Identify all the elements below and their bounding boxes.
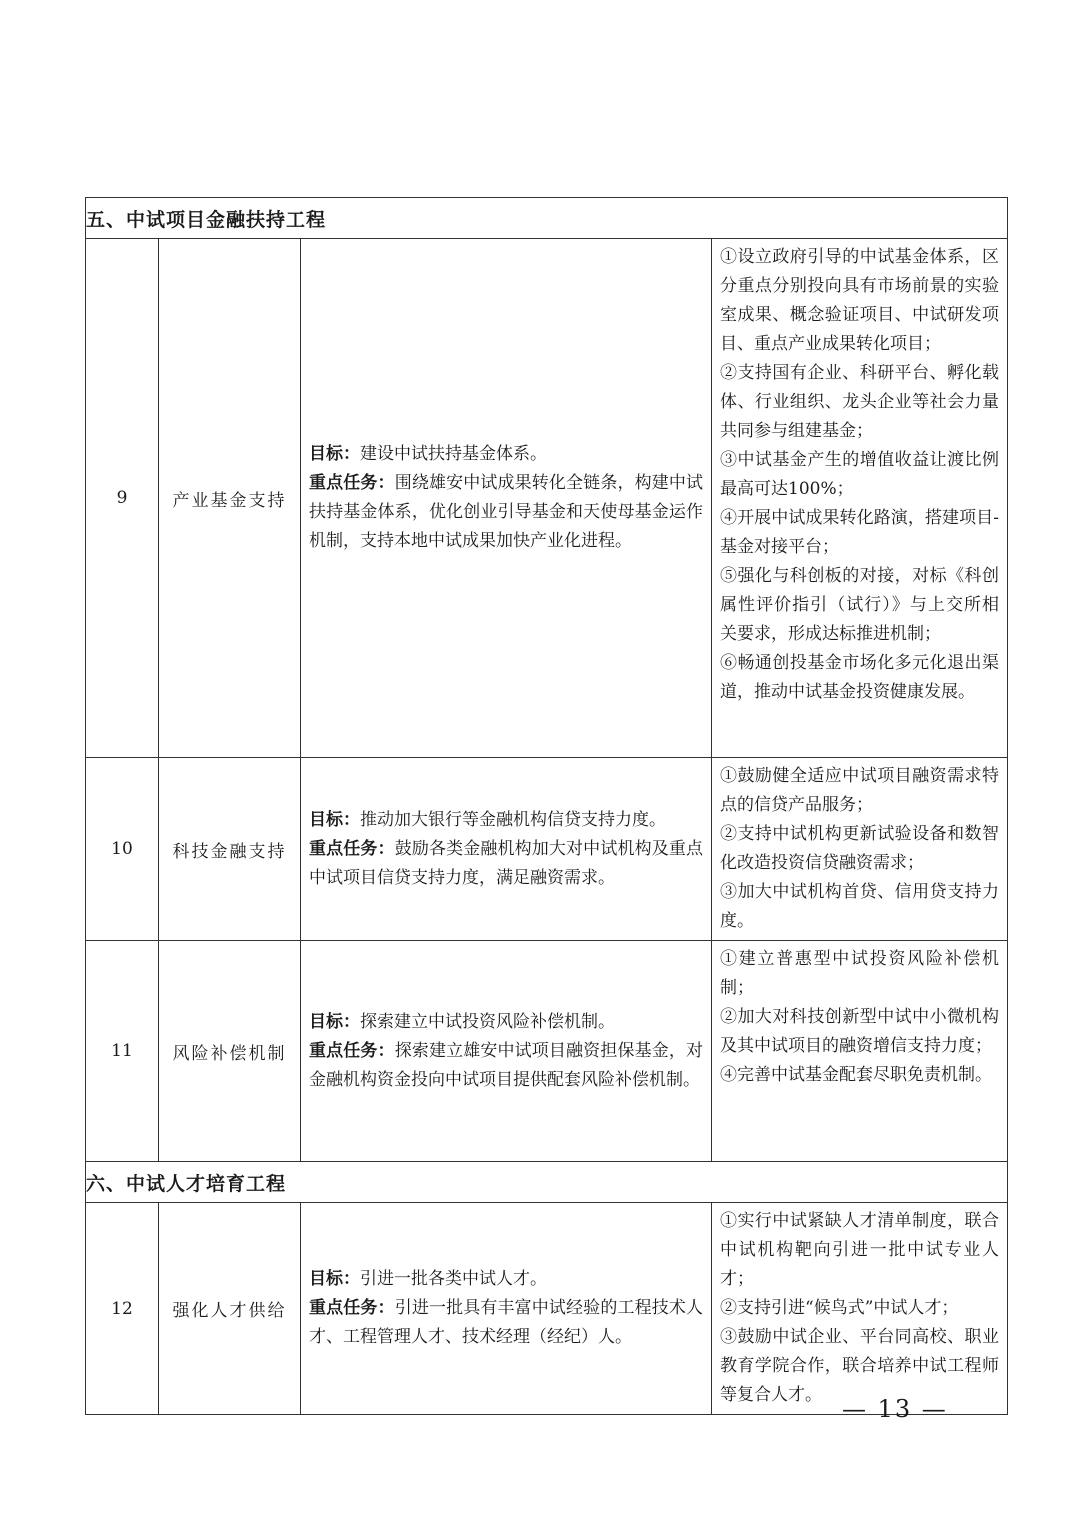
measure-item: ⑤强化与科创板的对接，对标《科创属性评价指引（试行）》与上交所相关要求，形成达标推进机制；: [720, 566, 1000, 644]
row-name: 强化人才供给: [159, 1203, 301, 1415]
measure-item: ②支持引进“候鸟式”中试人才；: [720, 1298, 959, 1318]
row-name: 产业基金支持: [159, 239, 301, 758]
measure-item: ①实行中试紧缺人才清单制度，联合中试机构靶向引进一批中试专业人才；: [720, 1211, 1000, 1289]
goal-cell: [301, 758, 712, 941]
task-label: 重点任务：: [309, 473, 395, 493]
measure-item: ①鼓励健全适应中试项目融资需求特点的信贷产品服务；: [720, 766, 1000, 815]
section-header: [86, 198, 1008, 239]
goal-label: 目标：: [309, 1011, 360, 1032]
task-label: 重点任务：: [309, 1298, 395, 1318]
section-header: [86, 1162, 1008, 1203]
section-title: 五、中试项目金融扶持工程: [86, 198, 1008, 239]
measure-item: ③加大中试机构首贷、信用贷支持力度。: [720, 882, 1000, 931]
task-text: 围绕雄安中试成果转化全链条，构建中试扶持基金体系，优化创业引导基金和天使母基金运作机制，支持本地中试成果加快产业化进程。: [309, 473, 704, 551]
measure-item: ①设立政府引导的中试基金体系，区分重点分别投向具有市场前景的实验室成果、概念验证项目、中试研发项目、重点产业成果转化项目；: [720, 247, 1000, 354]
measure-item: ②支持国有企业、科研平台、孵化载体、行业组织、龙头企业等社会力量共同参与组建基金；: [720, 363, 1000, 441]
table-row: [86, 758, 1008, 941]
goal-label: 目标：: [309, 1269, 360, 1289]
page-number: — 13 —: [842, 1395, 948, 1423]
task-label: 重点任务：: [309, 1040, 395, 1061]
task-text: 鼓励各类金融机构加大对中试机构及重点中试项目信贷支持力度，满足融资需求。: [309, 838, 704, 888]
goal-text: 推动加大银行等金融机构信贷支持力度。: [360, 809, 666, 830]
goal-text: 建设中试扶持基金体系。: [360, 444, 547, 464]
goal-cell: [301, 239, 712, 758]
row-name: 科技金融支持: [159, 758, 301, 941]
measure-item: ④开展中试成果转化路演，搭建项目-基金对接平台；: [720, 508, 1000, 557]
policy-table: [85, 197, 1008, 1415]
table-row: [86, 941, 1008, 1162]
row-number: 10: [86, 758, 159, 941]
table-row: [86, 239, 1008, 758]
row-number: 12: [86, 1203, 159, 1415]
goal-label: 目标：: [309, 809, 360, 830]
measures-cell: [712, 941, 1008, 1162]
goal-text: 探索建立中试投资风险补偿机制。: [360, 1011, 615, 1032]
goal-cell: [301, 941, 712, 1162]
measures-cell: [712, 758, 1008, 941]
measure-item: ②加大对科技创新型中试中小微机构及其中试项目的融资增信支持力度；: [720, 1007, 1000, 1056]
row-name: 风险补偿机制: [159, 941, 301, 1162]
table-row: [86, 1203, 1008, 1415]
task-label: 重点任务：: [309, 838, 395, 859]
goal-label: 目标：: [309, 444, 360, 464]
measure-item: ③中试基金产生的增值收益让渡比例最高可达100%；: [720, 450, 1000, 499]
measures-cell: [712, 239, 1008, 758]
goal-cell: [301, 1203, 712, 1415]
row-number: 11: [86, 941, 159, 1162]
task-text: 探索建立雄安中试项目融资担保基金，对金融机构资金投向中试项目提供配套风险补偿机制。: [309, 1040, 704, 1090]
measures-cell: [712, 1203, 1008, 1415]
goal-text: 引进一批各类中试人才。: [360, 1269, 547, 1289]
task-text: 引进一批具有丰富中试经验的工程技术人才、工程管理人才、技术经理（经纪）人。: [309, 1298, 704, 1347]
measure-item: ④完善中试基金配套尽职免责机制。: [720, 1065, 992, 1085]
measure-item: ②支持中试机构更新试验设备和数智化改造投资信贷融资需求；: [720, 824, 1000, 873]
measure-item: ③鼓励中试企业、平台同高校、职业教育学院合作，联合培养中试工程师等复合人才。: [720, 1327, 1000, 1405]
measure-item: ⑥畅通创投基金市场化多元化退出渠道，推动中试基金投资健康发展。: [720, 653, 1000, 702]
measure-item: ①建立普惠型中试投资风险补偿机制；: [720, 949, 1000, 998]
row-number: 9: [86, 239, 159, 758]
section-title: 六、中试人才培育工程: [86, 1162, 1008, 1203]
